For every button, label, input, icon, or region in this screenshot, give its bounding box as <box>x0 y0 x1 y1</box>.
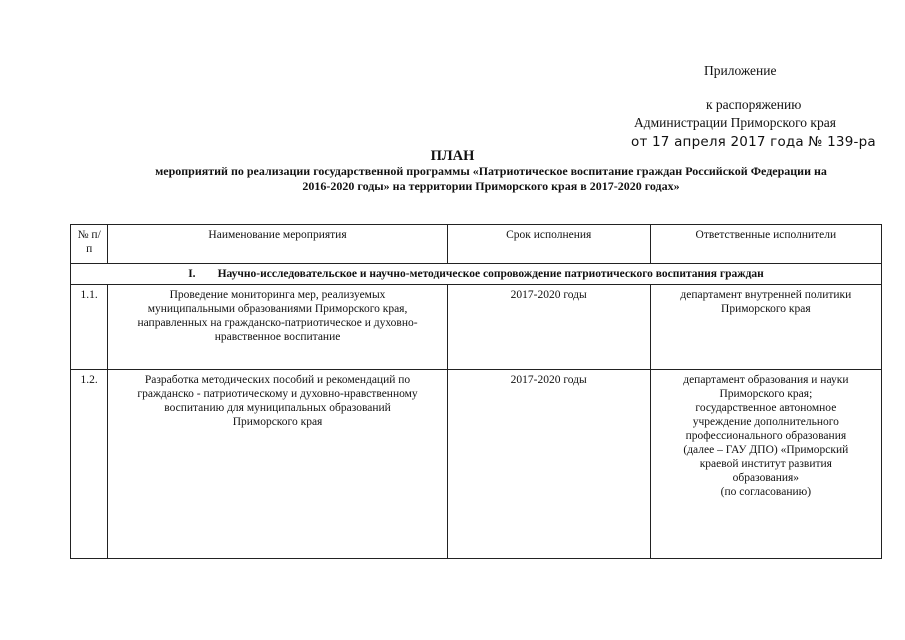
row-executors <box>650 370 881 559</box>
order-date-line: от 17 апреля 2017 года № 139-ра <box>631 134 876 150</box>
section-cell <box>71 264 882 285</box>
table-row <box>71 285 882 370</box>
row-name-line: направленных на гражданско-патриотическое и духовно- <box>137 317 418 329</box>
row-executor-line: (далее – ГАУ ДПО) «Приморский <box>683 444 849 456</box>
row-executor-line: департамент внутренней политики <box>680 289 852 301</box>
section-number: I. <box>188 268 196 280</box>
section-title: Научно-исследовательское и научно-методическое сопровождение патриотического воспитания граждан <box>217 268 764 280</box>
to-order-label: к распоряжению <box>706 97 802 112</box>
row-name-line: Разработка методических пособий и рекомендаций по <box>144 374 411 386</box>
row-number: 1.1. <box>71 285 108 370</box>
row-term: 2017-2020 годы <box>447 285 650 370</box>
row-name <box>108 285 447 370</box>
appendix-label: Приложение <box>704 63 777 78</box>
header-term: Срок исполнения <box>447 225 650 264</box>
administration-label: Администрации Приморского края <box>634 115 836 130</box>
header-name: Наименование мероприятия <box>108 225 447 264</box>
row-executor-line: Приморского края <box>721 303 811 315</box>
row-name-line: Проведение мониторинга мер, реализуемых <box>169 289 386 301</box>
document-subtitle <box>110 164 872 194</box>
row-executors <box>650 285 881 370</box>
row-executor-line: (по согласованию) <box>720 486 812 498</box>
subtitle-line: мероприятий по реализации государственной программы «Патриотическое воспитание граждан Российской Федерации на <box>155 164 827 178</box>
row-executor-line: профессионального образования <box>685 430 847 442</box>
row-name-line: воспитанию для муниципальных образований <box>164 402 391 414</box>
row-executor-line: государственное автономное <box>695 402 837 414</box>
plan-table <box>70 224 882 559</box>
subtitle-line: 2016-2020 годы» на территории Приморского края в 2017-2020 годах» <box>302 179 680 193</box>
row-executor-line: образования» <box>732 472 800 484</box>
row-executor-line: департамент образования и науки <box>683 374 849 386</box>
table-header-row <box>71 225 882 264</box>
row-name-line: гражданско - патриотическому и духовно-нравственному <box>137 388 418 400</box>
row-name-line: муниципальными образованиями Приморского края, <box>147 303 408 315</box>
header-number: № п/п <box>71 225 108 264</box>
row-term: 2017-2020 годы <box>447 370 650 559</box>
row-executor-line: краевой институт развития <box>699 458 832 470</box>
section-row <box>71 264 882 285</box>
row-name-line: нравственное воспитание <box>214 331 341 343</box>
table-row <box>71 370 882 559</box>
row-executor-line: Приморского края; <box>719 388 813 400</box>
row-executor-line: учреждение дополнительного <box>692 416 839 428</box>
row-name-line: Приморского края <box>232 416 323 428</box>
document-title: ПЛАН <box>430 148 475 164</box>
row-number: 1.2. <box>71 370 108 559</box>
header-executors: Ответственные исполнители <box>650 225 881 264</box>
row-name <box>108 370 447 559</box>
